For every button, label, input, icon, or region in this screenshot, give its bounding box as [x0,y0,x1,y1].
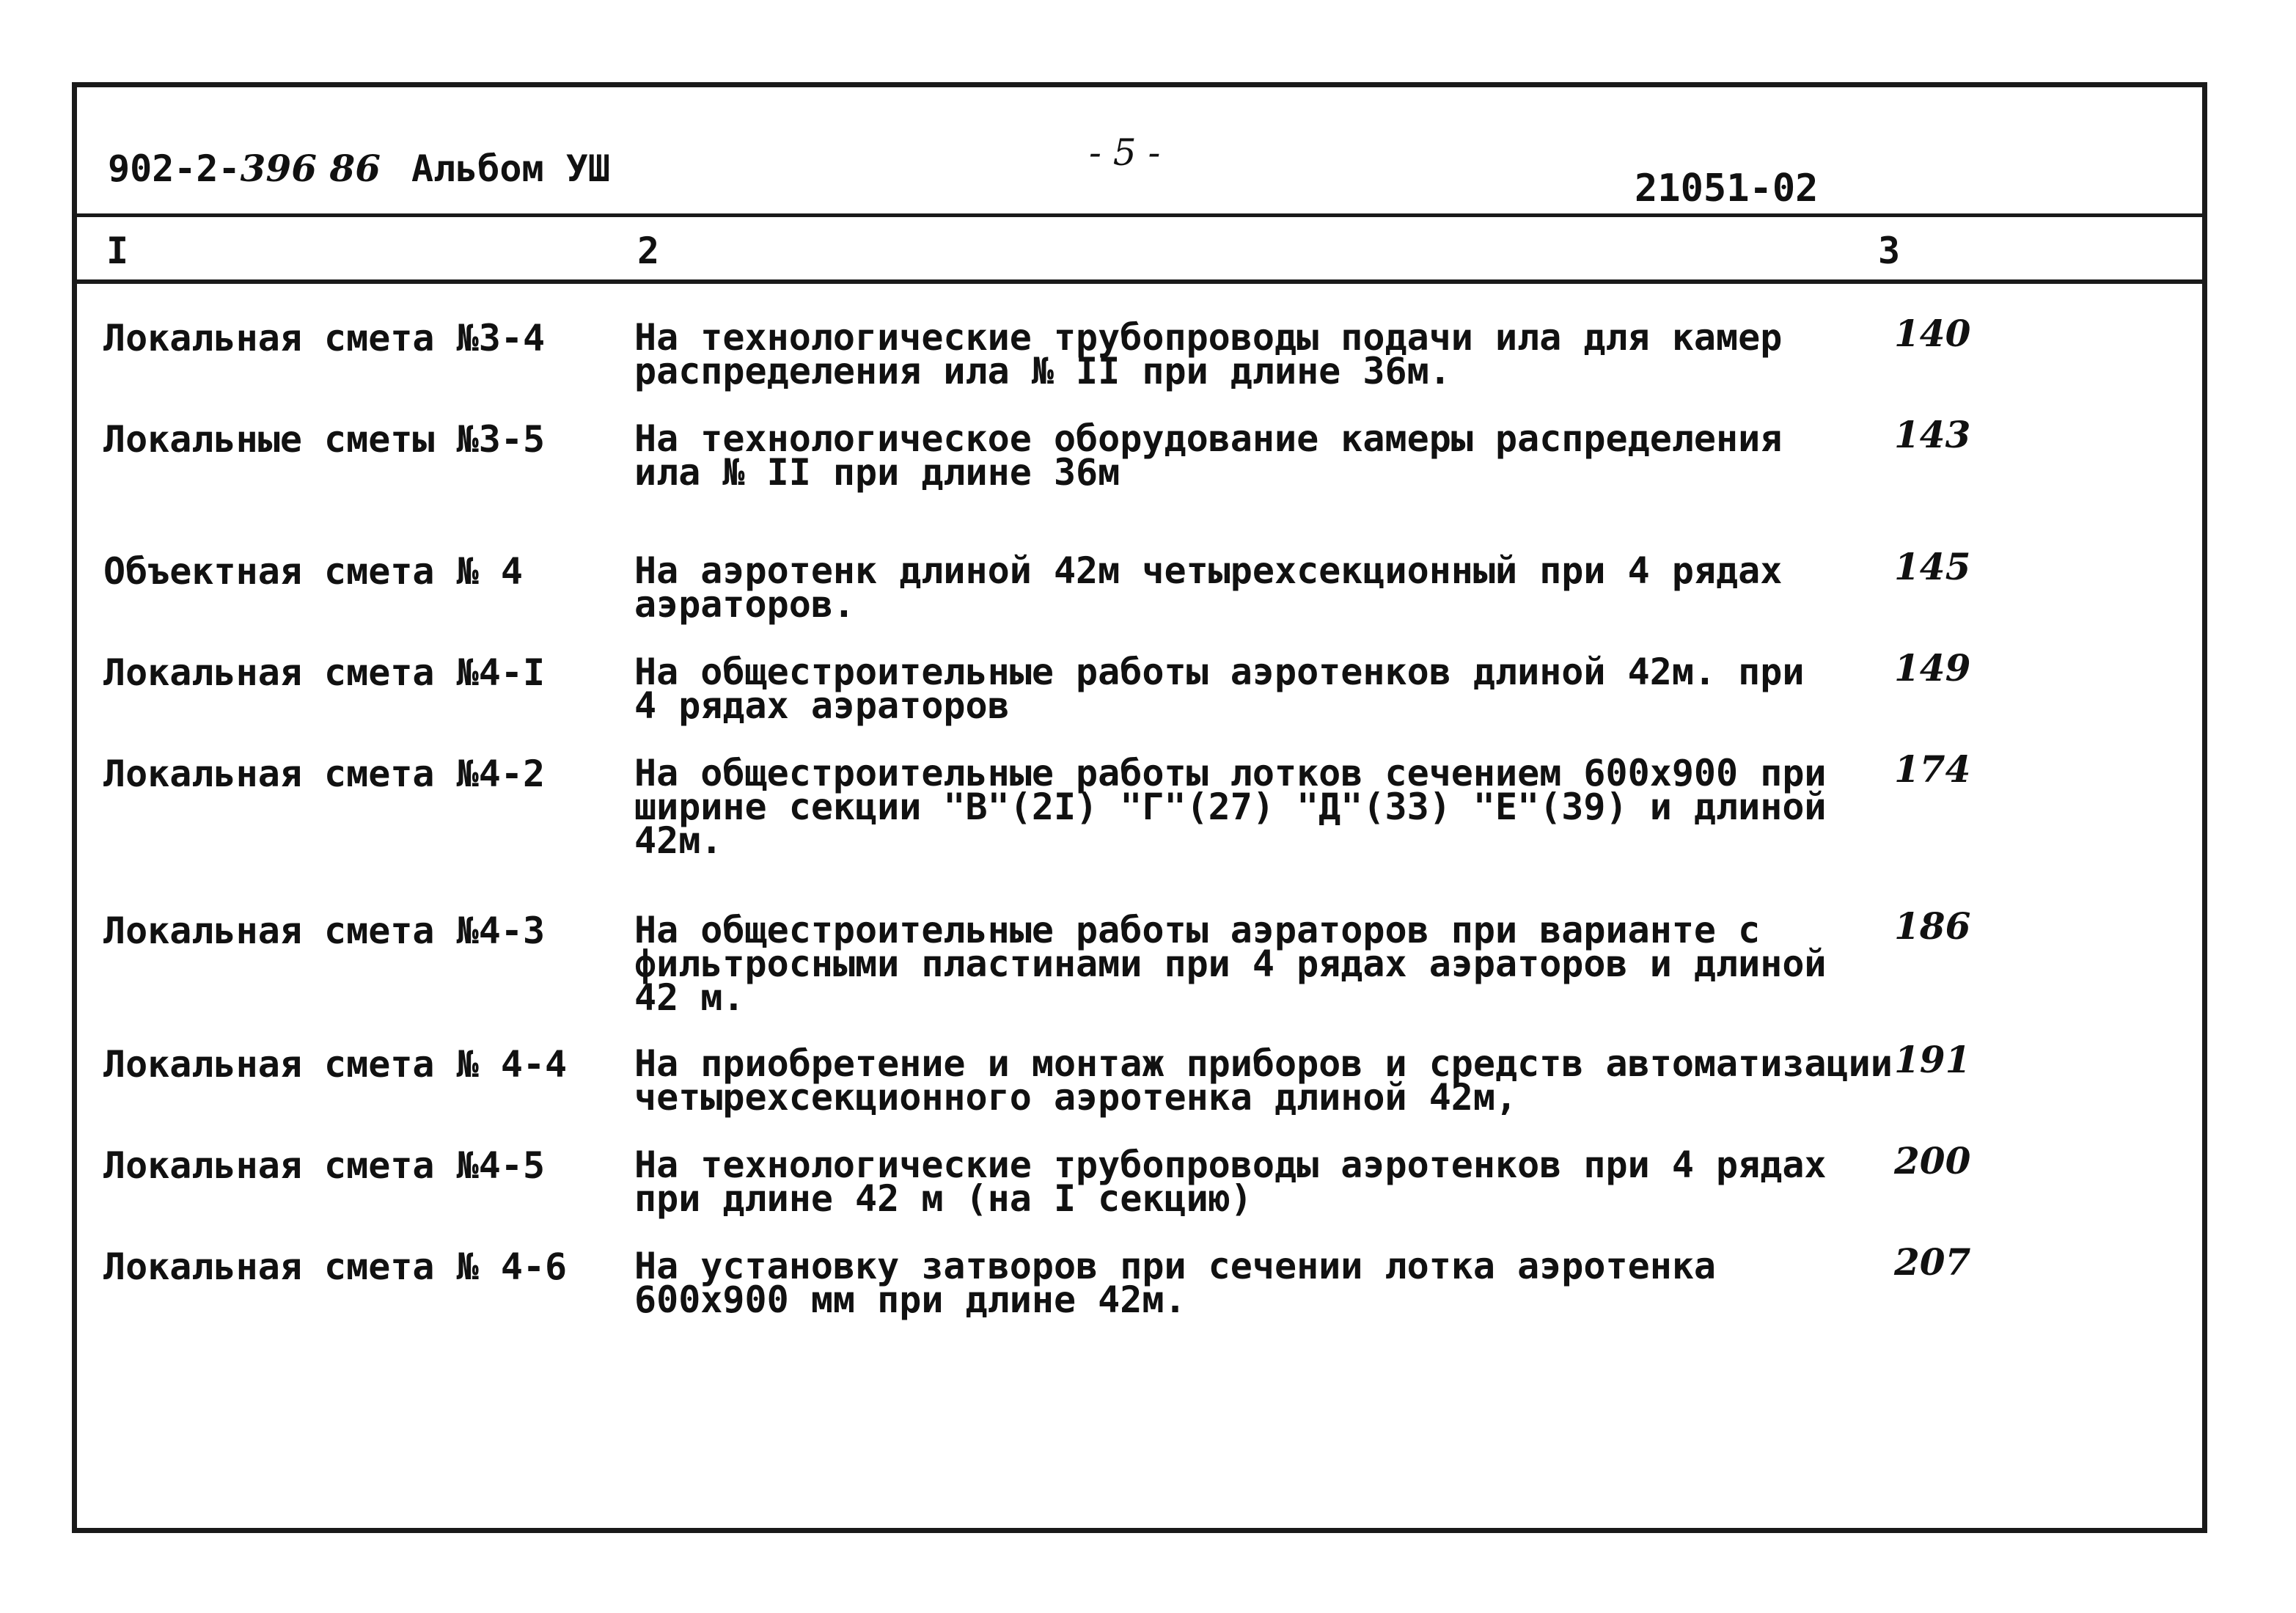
estimate-description: На аэротенк длиной 42м четырехсекционный при 4 рядах аэраторов. [634,549,1783,626]
estimate-name: Локальная смета №4-I [103,651,546,694]
page-reference: 145 [1894,545,1971,588]
album-label: Альбом УШ [411,147,610,190]
page-reference: 207 [1894,1240,1971,1284]
page-number: - 5 - [1089,131,1161,174]
estimate-description: На общестроительные работы аэраторов при варианте с фильтросными пластинами при 4 рядах аэраторов и длиной 42 м. [634,909,1827,1019]
estimate-name: Объектная смета № 4 [103,550,523,593]
estimate-description: На технологические трубопроводы аэротенков при 4 рядах при длине 42 м (на I секцию) [634,1144,1827,1220]
estimate-name: Локальная смета №4-2 [103,753,546,795]
estimate-name: Локальная смета № 4-6 [103,1246,568,1288]
header-rule-top [77,213,2202,217]
estimate-name: Локальная смета № 4-4 [103,1043,568,1086]
estimate-description: На технологические трубопроводы подачи ила для камер распределения ила № II при длине 36м. [634,316,1783,392]
archive-number: 21051-02 [1635,167,1819,211]
estimate-description: На установку затворов при сечении лотка аэротенка 600х900 мм при длине 42м. [634,1245,1717,1321]
estimate-description: На приобретение и монтаж приборов и средств автоматизации четырехсекционного аэротенка длиной 42м, [634,1042,1893,1119]
page-reference: 174 [1894,747,1971,791]
estimate-name: Локальная смета №4-5 [103,1144,546,1187]
page-frame [72,82,2207,1533]
estimate-description: На общестроительные работы лотков сечением 600х900 при ширине секции "В"(2I) "Г"(27) "Д"(33) "Е"(39) и длиной 42м. [634,752,1827,862]
page-reference: 191 [1894,1038,1971,1081]
document-code-handwritten: 396 86 [240,147,381,190]
estimate-name: Локальные сметы №3-5 [103,418,546,461]
header-rule-bottom [77,279,2202,284]
page-reference: 140 [1894,312,1971,355]
column-header-2: 2 [637,230,660,272]
page-reference: 149 [1894,646,1971,690]
estimate-description: На общестроительные работы аэротенков длиной 42м. при 4 рядах аэраторов [634,651,1805,727]
estimate-description: На технологическое оборудование камеры распределения ила № II при длине 36м [634,417,1783,494]
estimate-name: Локальная смета №3-4 [103,317,546,359]
page-reference: 143 [1894,413,1971,456]
column-header-1: I [106,230,129,272]
estimate-name: Локальная смета №4-3 [103,910,546,952]
document-code: 902-2-396 86 [108,147,381,190]
column-header-3: 3 [1878,230,1901,272]
page-reference: 186 [1894,904,1971,948]
page-reference: 200 [1894,1139,1971,1182]
